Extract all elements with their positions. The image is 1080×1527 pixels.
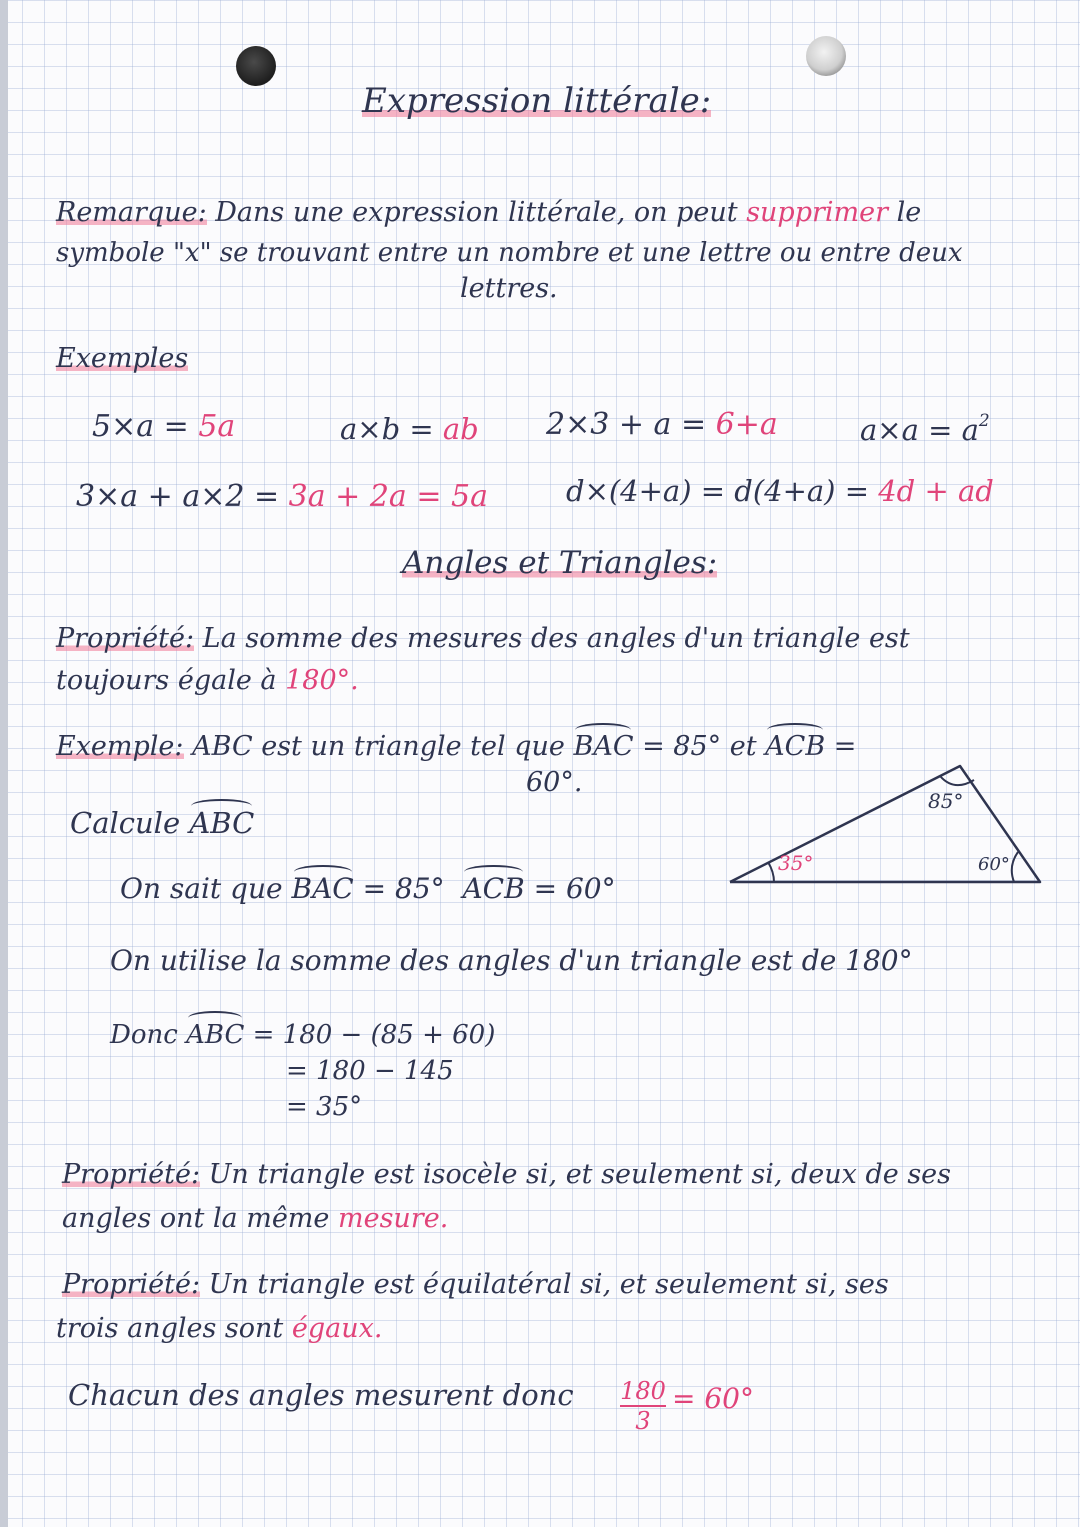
example-6: d×(4+a) = d(4+a) = 4d + ad	[566, 474, 994, 508]
calcule-line: Calcule ABC	[70, 806, 255, 840]
arc-left	[768, 862, 774, 882]
example-2-label: Exemple:	[56, 731, 184, 762]
section-title-angles: Angles et Triangles:	[402, 545, 718, 581]
page-title: Expression littérale:	[362, 81, 712, 121]
angle-label-right: 60°	[978, 854, 1010, 875]
triangle-diagram	[728, 758, 1058, 893]
solution-line-2: On utilise la somme des angles d'un triangle est de 180°	[110, 944, 913, 977]
example-2-line-1: Exemple: ABC est un triangle tel que BAC = 85° et ACB =	[56, 731, 857, 762]
angle-acb: ACB	[765, 731, 826, 762]
property-2-line-2: angles ont la même mesure.	[62, 1203, 449, 1234]
example-3: 2×3 + a = 6+a	[546, 407, 778, 442]
remark-label: Remarque:	[56, 197, 207, 228]
property-3-line-2: trois angles sont égaux.	[56, 1313, 383, 1344]
property-3-label: Propriété:	[62, 1269, 201, 1300]
remark-line-3: lettres.	[460, 273, 558, 304]
examples-label: Exemples	[56, 343, 189, 374]
solution-line-3: Donc ABC = 180 − (85 + 60)	[110, 1020, 496, 1050]
arc-right	[1012, 852, 1018, 882]
example-1: 5×a = 5a	[92, 409, 236, 444]
conclusion-text: Chacun des angles mesurent donc	[68, 1378, 574, 1412]
conclusion-fraction: 180 3	[620, 1377, 666, 1435]
solution-line-1: On sait que BAC = 85° ACB = 60°	[120, 872, 616, 905]
property-1-label: Propriété:	[56, 623, 195, 654]
example-2: a×b = ab	[340, 412, 479, 446]
angle-label-left: 35°	[778, 851, 814, 875]
paper-edge	[0, 0, 8, 1527]
remark-line-1: Remarque: Dans une expression littérale, on peut supprimer le	[56, 197, 922, 228]
punch-hole-right	[806, 36, 846, 76]
solution-line-4: = 180 − 145	[286, 1056, 454, 1086]
angle-label-top: 85°	[928, 789, 964, 813]
remark-line-2: symbole "x" se trouvant entre un nombre et une lettre ou entre deux	[56, 238, 963, 268]
property-2-line-1: Propriété: Un triangle est isocèle si, et seulement si, deux de ses	[62, 1159, 952, 1190]
property-1-line-1: Propriété: La somme des mesures des angles d'un triangle est	[56, 623, 910, 654]
property-2-label: Propriété:	[62, 1159, 201, 1190]
example-2-line-2: 60°.	[526, 767, 583, 798]
example-4: $a\times a = a^2$	[860, 411, 990, 447]
angle-abc: ABC	[189, 806, 255, 840]
property-3-line-1: Propriété: Un triangle est équilatéral si, et seulement si, ses	[62, 1269, 889, 1300]
property-1-line-2: toujours égale à 180°.	[56, 665, 359, 696]
punch-hole-left	[236, 46, 276, 86]
solution-line-5: = 35°	[286, 1092, 363, 1122]
conclusion-result: = 60°	[672, 1382, 754, 1415]
example-5: 3×a + a×2 = 3a + 2a = 5a	[76, 479, 488, 514]
angle-bac: BAC	[573, 731, 634, 762]
